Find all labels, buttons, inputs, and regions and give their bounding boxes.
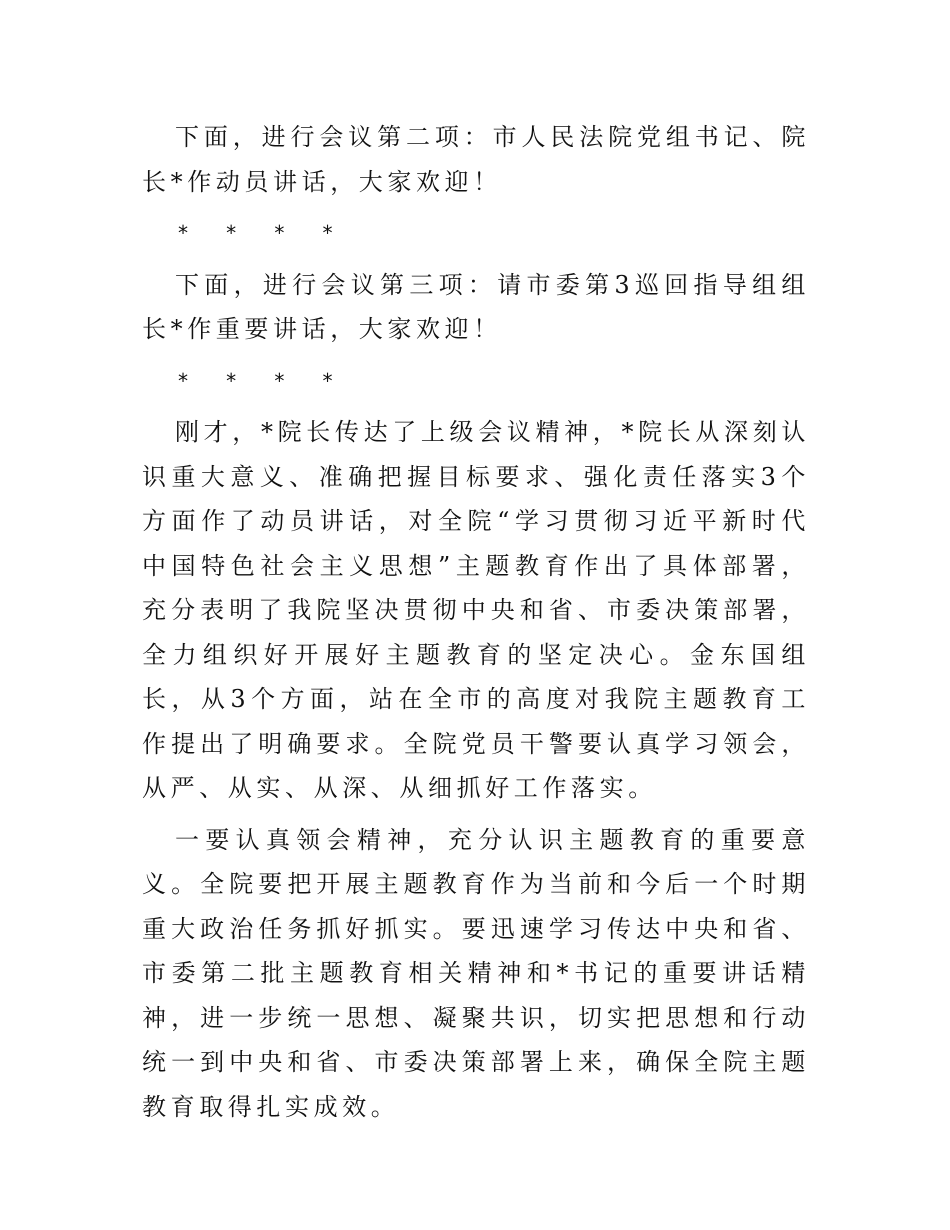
document-page	[142, 115, 810, 1136]
paragraph-point-one: 一要认真领会精神，充分认识主题教育的重要意义。全院要把开展主题教育作为当前和今后一个时期重大政治任务抓好抓实。要迅速学习传达中央和省、市委第二批主题教育相关精神和*书记的重要讲话精神，进一步统一思想、凝聚共识，切实把思想和行动统一到中央和省、市委决策部署上来，确保全院主题教育取得扎实成效。	[142, 825, 810, 1121]
paragraph-item-two: 下面，进行会议第二项：市人民法院党组书记、院长*作动员讲话，大家欢迎！	[142, 123, 810, 196]
separator-stars: * * * *	[177, 368, 334, 393]
separator-stars: * * * *	[177, 221, 334, 245]
paragraph-summary: 刚才，*院长传达了上级会议精神，*院长从深刻认识重大意义、准确把握目标要求、强化责任落实3个方面作了动员讲话，对全院“学习贯彻习近平新时代中国特色社会主义思想”主题教育作出了具体部署，充分表明了我院坚决贯彻中央和省、市委决策部署，全力组织好开展好主题教育的坚定决心。金东国组长，从3个方面，站在全市的高度对我院主题教育工作提出了明确要求。全院党员干警要认真学习领会，从严、从实、从深、从细抓好工作落实。	[142, 418, 810, 802]
paragraph-item-three: 下面，进行会议第三项：请市委第3巡回指导组组长*作重要讲话，大家欢迎！	[142, 270, 810, 343]
